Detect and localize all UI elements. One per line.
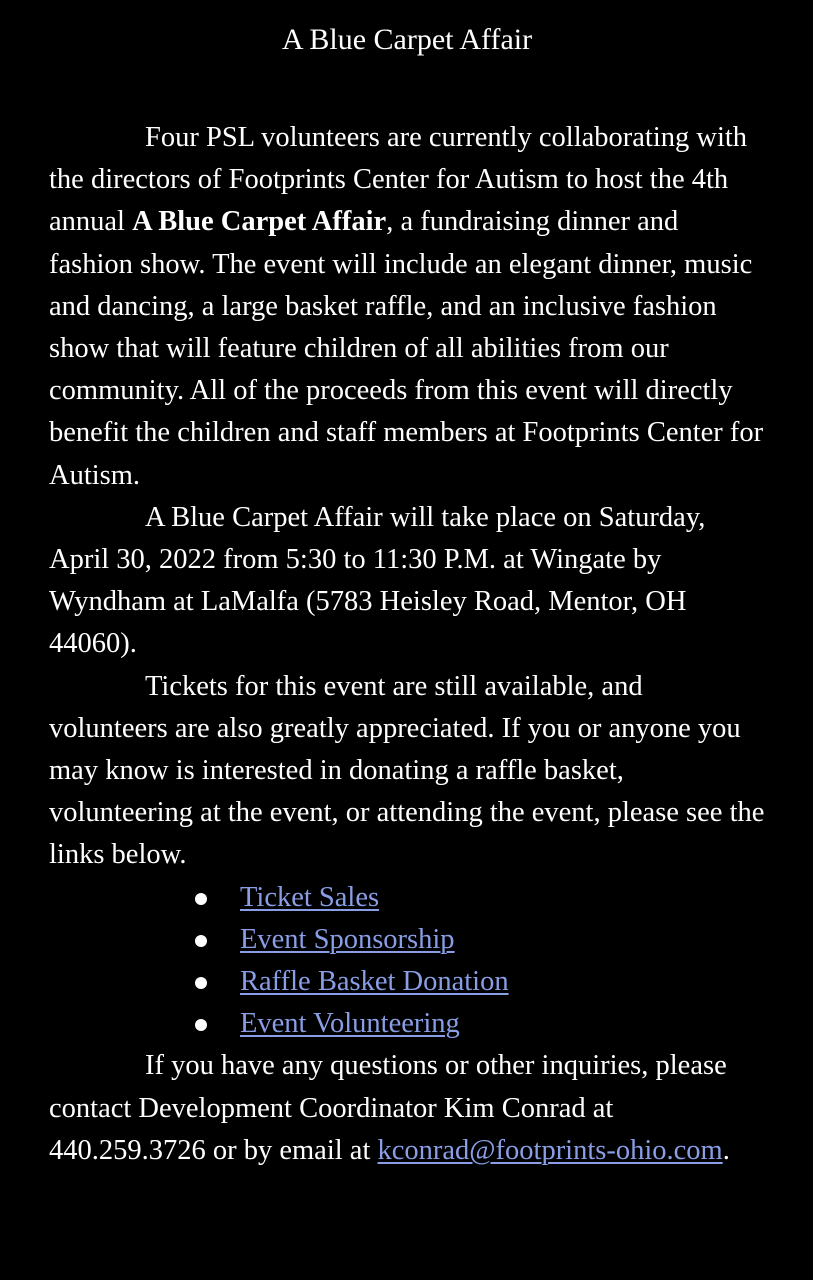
list-item	[49, 961, 765, 1003]
contact-text: If you have any questions or other inquiries, please contact Development Coordinator Kim Conrad at 440.259.3726 or by email at	[49, 1050, 727, 1166]
intro-paragraph	[49, 117, 765, 497]
intro-text-end: , a fundraising dinner and fashion show. The event will include an elegant dinner, music and dancing, a large basket raffle, and an inclusive fashion show that will feature children of all abilities from our community. All of the proceeds from this event will directly benefit the children and staff members at Footprints Center for Autism.	[49, 206, 764, 491]
email-link[interactable]: kconrad@footprints-ohio.com	[377, 1134, 723, 1166]
contact-period: .	[722, 1134, 730, 1166]
bullet-icon	[195, 1019, 207, 1031]
raffle-basket-donation-link[interactable]: Raffle Basket Donation	[240, 966, 509, 998]
list-item	[49, 1003, 765, 1045]
page-title: A Blue Carpet Affair	[281, 23, 533, 56]
event-details-paragraph: A Blue Carpet Affair will take place on Saturday, April 30, 2022 from 5:30 to 11:30 P.M. at Wingate by Wyndham at LaMalfa (5783 Heisley Road, Mentor, OH 44060).	[49, 501, 706, 660]
event-volunteering-link[interactable]: Event Volunteering	[240, 1008, 460, 1040]
list-item	[49, 919, 765, 961]
bullet-icon	[195, 977, 207, 989]
tickets-paragraph: Tickets for this event are still available, and volunteers are also greatly appreciated. If you or anyone you may know is interested in donating a raffle basket, volunteering at the event, or attending the event, please see the links below.	[49, 670, 765, 871]
event-sponsorship-link[interactable]: Event Sponsorship	[240, 923, 455, 955]
links-list	[49, 877, 765, 1046]
intro-text-start: Four PSL volunteers are currently collaborating with the directors of Footprints Center for Autism to host the 4th annual	[49, 122, 748, 238]
bullet-icon	[195, 893, 207, 905]
ticket-sales-link[interactable]: Ticket Sales	[240, 881, 380, 913]
contact-paragraph	[49, 1045, 765, 1172]
event-name-bold: A Blue Carpet Affair	[132, 206, 387, 238]
list-item	[49, 877, 765, 919]
bullet-icon	[195, 935, 207, 947]
